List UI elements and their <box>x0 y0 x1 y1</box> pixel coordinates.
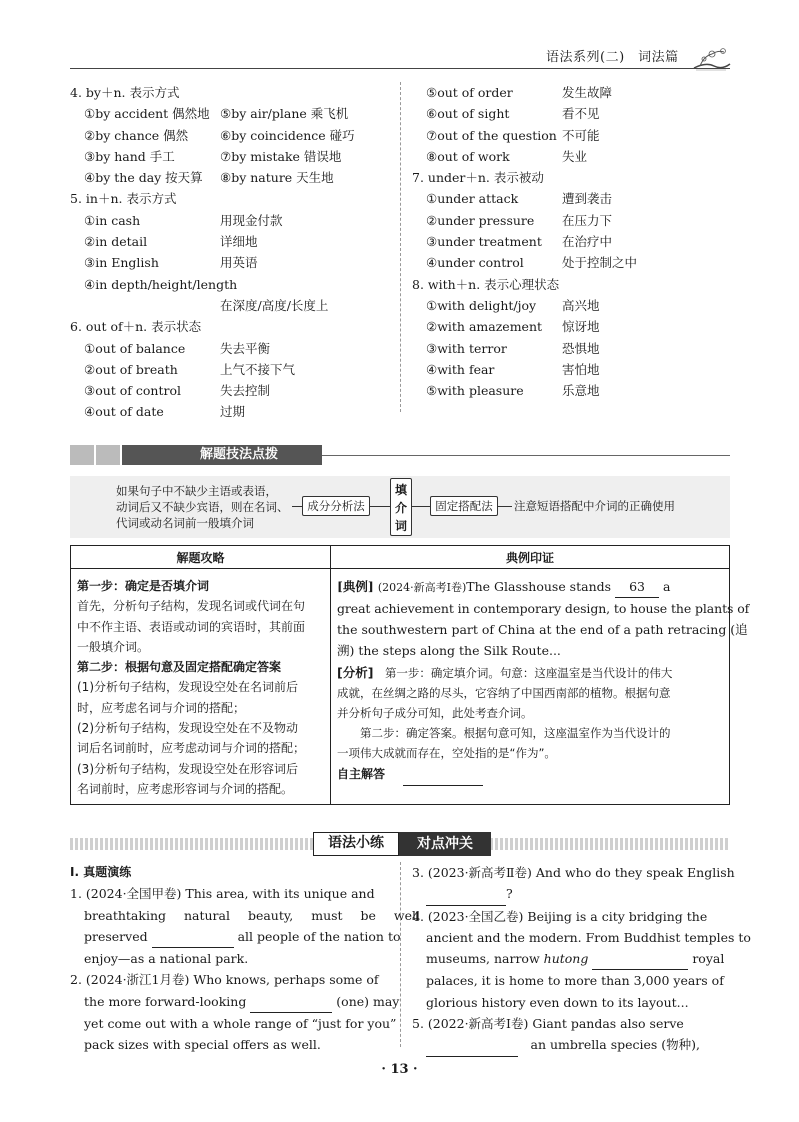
vocab-row <box>412 295 732 316</box>
vocab-row <box>412 125 732 146</box>
answer-blank[interactable]: 63 <box>615 576 659 598</box>
vocab-heading-text: 8. with＋n. 表示心理状态 <box>412 276 560 292</box>
question-text: 2. (2024·浙江1月卷) Who knows, perhaps some of <box>70 972 379 988</box>
phrase: ③in English <box>84 255 159 271</box>
vocab-column-right <box>412 82 732 401</box>
meaning: 遭到袭击 <box>562 191 613 207</box>
example-line: 溯) the steps along the Silk Route... <box>337 643 561 658</box>
step-heading: 第一步：确定是否填介词 <box>77 579 210 593</box>
phrase: ⑦out of the question <box>426 127 557 143</box>
question-text: museums, narrow <box>426 951 540 967</box>
vocab-column-left <box>70 82 400 423</box>
vocab-heading <box>412 167 732 188</box>
phrase: ④by the day 按天算 <box>84 170 203 186</box>
example-cell <box>337 576 750 786</box>
step-text: (2)分析句子结构，发现设空处在不及物动 <box>77 721 298 736</box>
practice-title: 语法小练 <box>313 832 399 856</box>
meaning: 处于控制之中 <box>562 255 638 271</box>
vocab-row <box>412 188 732 209</box>
meaning: 用现金付款 <box>220 212 283 228</box>
practice-subtitle: 对点冲关 <box>399 832 491 856</box>
meaning: 不可能 <box>562 127 600 143</box>
question-4 <box>412 906 751 1013</box>
strategy-steps <box>77 576 327 799</box>
phrase: ②under pressure <box>426 212 535 228</box>
vocab-row <box>412 359 732 380</box>
analysis-line <box>337 663 723 683</box>
vocab-heading-text: 6. out of＋n. 表示状态 <box>70 319 202 335</box>
meaning: 在治疗中 <box>562 234 613 250</box>
component-analysis-box: 成分分析法 <box>302 496 370 516</box>
phrase: ⑥by coincidence 碰巧 <box>220 127 355 143</box>
analysis-text: 第一步：确定填介词。句意：这座温室是当代设计的伟大 <box>384 666 673 680</box>
self-answer-blank[interactable] <box>403 764 483 786</box>
meaning: 在深度/高度/长度上 <box>220 297 329 313</box>
meaning: 失去平衡 <box>220 340 271 356</box>
question-text: 3. (2023·新高考Ⅱ卷) And who do they speak English <box>412 865 735 880</box>
meaning: 惊讶地 <box>562 319 600 335</box>
meaning: 乐意地 <box>562 383 600 399</box>
connector-line <box>370 506 390 507</box>
question-text: breathtaking natural beauty, must be well <box>84 907 421 923</box>
vocab-row <box>70 401 400 422</box>
vocab-row <box>412 231 732 252</box>
practice-banner <box>70 832 730 856</box>
example-text: a <box>663 579 671 594</box>
question-text: the more forward-looking <box>84 993 247 1009</box>
self-answer-label: 自主解答 <box>337 767 386 781</box>
condition-line: 动词后又不缺少宾语，则在名词、 <box>116 500 289 514</box>
analysis-line: 并分析句子成分可知，此处考查介词。 <box>337 706 533 720</box>
question-1 <box>70 883 421 969</box>
fill-preposition-box <box>390 478 412 536</box>
section-banner <box>70 445 730 465</box>
meaning: 失去控制 <box>220 383 271 399</box>
step-heading: 第二步：根据句意及固定搭配确定答案 <box>77 660 282 675</box>
vocab-heading-text: 7. under＋n. 表示被动 <box>412 170 544 186</box>
meaning: 上气不接下气 <box>220 361 296 377</box>
question-text: an umbrella species (物种), <box>530 1037 701 1053</box>
vocab-heading <box>70 316 400 337</box>
step-text: 首先，分析句子结构，发现名词或代词在句 <box>77 599 306 614</box>
header-rule <box>70 68 730 69</box>
table-head-example: 典例印证 <box>505 551 554 565</box>
center-char: 填 <box>394 483 407 497</box>
meaning: 过期 <box>220 404 246 420</box>
question-2 <box>70 969 400 1055</box>
vocab-row <box>70 295 400 316</box>
connector-line <box>412 506 430 507</box>
exercise-section-title: Ⅰ. 真题演练 <box>70 865 132 879</box>
phrase: ④under control <box>426 255 524 271</box>
phrase: ④in depth/height/length <box>84 276 238 292</box>
phrase: ⑤out of order <box>426 85 513 100</box>
vocab-row <box>412 146 732 167</box>
analysis-line: 一项伟大成就而存在，空处指的是“作为”。 <box>337 746 556 760</box>
question-text: preserved <box>84 928 148 944</box>
question-text <box>70 991 400 1013</box>
step-text: 一般填介词。 <box>77 639 150 654</box>
question-text: yet come out with a whole range of “just for you” <box>84 1016 397 1032</box>
phrase: ①in cash <box>84 212 141 228</box>
phrase: ①with delight/joy <box>426 297 537 313</box>
phrase: ⑧by nature 天生地 <box>220 170 334 186</box>
meaning: 详细地 <box>220 234 258 250</box>
vocab-row <box>412 316 732 337</box>
meaning: 用英语 <box>220 255 258 271</box>
question-text: all people of the nation to <box>237 928 401 944</box>
vocab-heading <box>70 82 400 103</box>
phrase: ③by hand 手工 <box>84 148 175 164</box>
page-number: · 13 · <box>381 1062 418 1077</box>
vocab-row <box>70 274 400 295</box>
vocab-row <box>412 252 732 273</box>
vocab-heading-text: 4. by＋n. 表示方式 <box>70 85 180 100</box>
section-title: 解题技法点拨 <box>122 445 322 465</box>
phrase: ⑤with pleasure <box>426 383 524 399</box>
vocab-heading-text: 5. in＋n. 表示方式 <box>70 191 177 207</box>
answer-blank[interactable] <box>592 948 688 970</box>
vocab-row <box>70 125 400 146</box>
vocab-row <box>70 210 400 231</box>
answer-blank[interactable] <box>250 991 332 1013</box>
question-text <box>412 883 732 905</box>
meaning: 恐惧地 <box>562 340 600 356</box>
analysis-line: 第二步：确定答案。根据句意可知，这座温室作为当代设计的 <box>337 726 671 740</box>
meaning: 失业 <box>562 148 588 164</box>
question-text: royal <box>692 951 725 967</box>
table-head-strategy: 解题攻略 <box>176 551 225 565</box>
vocab-row <box>70 252 400 273</box>
phrase: ⑤by air/plane 乘飞机 <box>220 106 349 122</box>
question-text: enjoy—as a national park. <box>84 951 249 967</box>
phrase: ②in detail <box>84 234 148 250</box>
question-text: 1. (2024·全国甲卷) This area, with its unique and <box>70 886 375 902</box>
connector-line <box>498 506 512 507</box>
vocab-row <box>70 146 400 167</box>
center-char: 词 <box>394 519 407 533</box>
example-line: great achievement in contemporary design, to house the plants of <box>337 601 750 616</box>
vocab-heading <box>70 188 400 209</box>
connector-line <box>292 506 302 507</box>
step-text: 中不作主语、表语或动词的宾语时，其前面 <box>77 619 306 634</box>
vocab-row <box>412 103 732 124</box>
question-3 <box>412 862 735 906</box>
example-line: the southwestern part of China at the end of a path retracing (追 <box>337 622 748 637</box>
answer-blank[interactable] <box>426 883 506 905</box>
step-text: 名词前时，应考虑形容词与介词的搭配。 <box>77 781 294 796</box>
step-text: (1)分析句子结构，发现设空处在名词前后 <box>77 680 298 695</box>
vocab-row <box>70 167 400 188</box>
vocab-row <box>412 380 732 401</box>
question-text: 4. (2023·全国乙卷) Beijing is a city bridging the <box>412 908 708 924</box>
condition-line: 如果句子中不缺少主语或表语， <box>116 484 277 498</box>
question-5 <box>412 1013 732 1057</box>
table-divider <box>71 568 729 569</box>
phrase: ①under attack <box>426 191 519 207</box>
meaning: 发生故障 <box>562 85 613 100</box>
strategy-table <box>70 545 750 805</box>
vocab-row <box>70 359 400 380</box>
banner-rule <box>322 455 730 456</box>
column-divider <box>400 862 401 1047</box>
phrase: ②by chance 偶然 <box>84 127 189 143</box>
example-line <box>337 576 723 598</box>
condition-line: 代词或动名词前一般填介词 <box>116 516 254 530</box>
question-italic-word: hutong <box>543 951 589 967</box>
vocab-row <box>70 380 400 401</box>
phrase: ③under treatment <box>426 234 542 250</box>
banner-stripe <box>70 445 122 465</box>
example-source: (2024·新高考Ⅰ卷) <box>377 581 467 594</box>
question-text: pack sizes with special offers as well. <box>84 1037 321 1053</box>
example-text: The Glasshouse stands <box>466 579 612 594</box>
question-text: ? <box>506 886 513 902</box>
answer-blank[interactable] <box>426 1034 518 1056</box>
phrase: ④with fear <box>426 361 495 377</box>
running-header: 语法系列(二) 词法篇 <box>546 50 679 65</box>
vocab-row <box>412 338 732 359</box>
strategy-flow <box>70 476 730 538</box>
question-text: glorious history even down to its layout... <box>426 994 689 1010</box>
analysis-tag: [分析] <box>337 665 374 680</box>
vocab-row <box>70 338 400 359</box>
step-text: 词后名词前时，应考虑动词与介词的搭配； <box>77 741 306 756</box>
question-text: 5. (2022·新高考Ⅰ卷) Giant pandas also serve <box>412 1016 684 1032</box>
vocab-row <box>412 82 732 103</box>
exercises-left <box>70 862 421 1056</box>
self-answer-line <box>337 764 723 786</box>
phrase: ⑦by mistake 错误地 <box>220 148 342 164</box>
center-char: 介 <box>394 501 407 515</box>
table-divider <box>330 546 331 804</box>
vocab-heading <box>412 274 732 295</box>
vocab-row <box>412 210 732 231</box>
question-text <box>70 926 401 948</box>
question-text: ancient and the modern. From Buddhist temples to <box>426 929 751 945</box>
flow-note: 注意短语搭配中介词的正确使用 <box>514 499 675 513</box>
phrase: ②with amazement <box>426 319 543 335</box>
answer-blank[interactable] <box>152 926 234 948</box>
step-text: (3)分析句子结构，发现设空处在形容词后 <box>77 761 298 776</box>
example-tag: [典例] <box>337 579 374 594</box>
meaning: 在压力下 <box>562 212 613 228</box>
step-text: 时，应考虑名词与介词的搭配； <box>77 700 246 715</box>
meaning: 高兴地 <box>562 297 600 313</box>
question-hint: (one) may <box>336 993 400 1009</box>
phrase: ③with terror <box>426 340 507 356</box>
question-text <box>412 948 732 970</box>
phrase: ⑥out of sight <box>426 106 510 122</box>
analysis-line: 成就，在丝绸之路的尽头，它容纳了中国西南部的植物。根据句意 <box>337 686 671 700</box>
phrase: ④out of date <box>84 404 164 420</box>
meaning: 害怕地 <box>562 361 600 377</box>
fixed-collocation-box: 固定搭配法 <box>430 496 498 516</box>
phrase: ①out of balance <box>84 340 186 356</box>
phrase: ③out of control <box>84 383 182 399</box>
vocab-row <box>70 231 400 252</box>
exercises-right <box>412 862 751 1057</box>
column-divider <box>400 82 401 412</box>
question-text <box>412 1034 732 1056</box>
meaning: 看不见 <box>562 106 600 122</box>
phrase: ②out of breath <box>84 361 178 377</box>
question-text: palaces, it is home to more than 3,000 years of <box>426 973 724 989</box>
phrase: ⑧out of work <box>426 148 510 164</box>
phrase: ①by accident 偶然地 <box>84 106 210 122</box>
vocab-row <box>70 103 400 124</box>
